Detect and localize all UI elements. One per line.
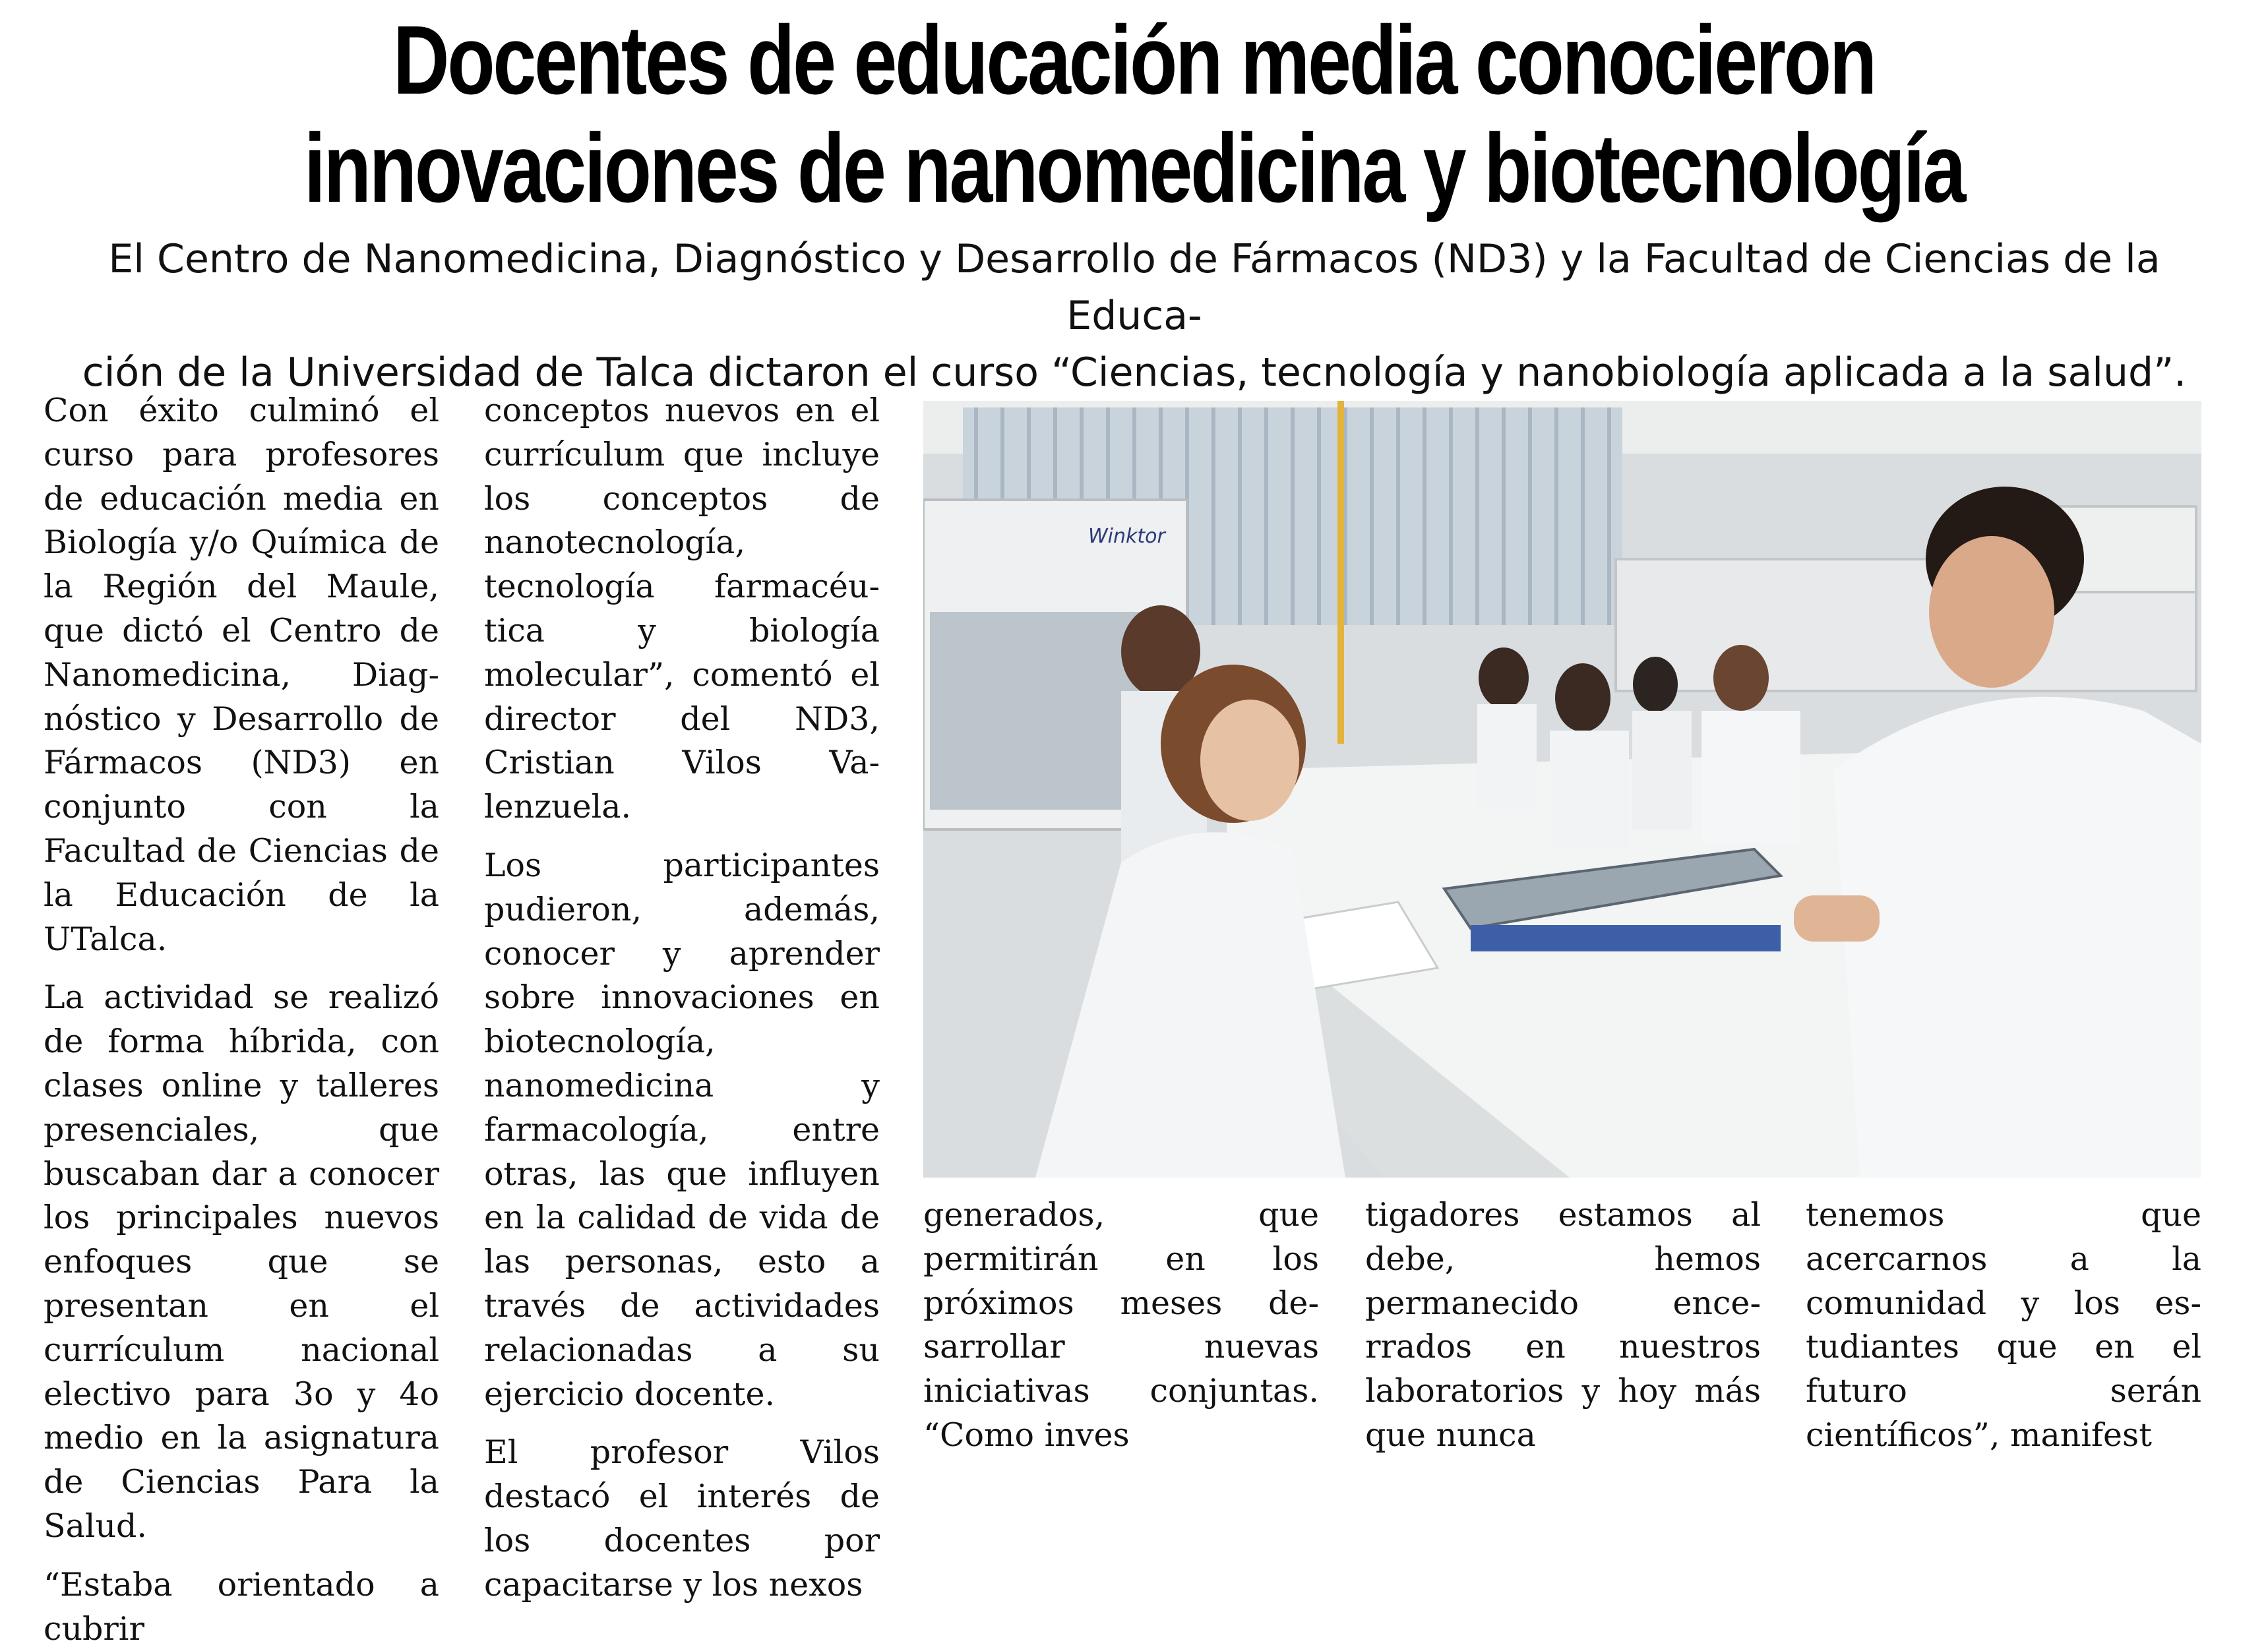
column-3 xyxy=(923,1193,1319,1458)
column-5 xyxy=(1806,1193,2201,1458)
cabinet-brand-text: Winktor xyxy=(1088,525,1165,548)
paragraph: tenemos que acercarnos a la comunidad y los estudiantes que en el futuro serán científicos”, manifest xyxy=(1806,1196,2201,1454)
subhead-line-1: El Centro de Nanomedicina, Diagnóstico y Desarrollo de Fármacos (ND3) y la Facultad de Ciencias de la Educa- xyxy=(108,236,2161,339)
paragraph: Con éxito culminó el curso para profesores de educación media en Biología y/o Química de la Región del Maule, que dictó el Centro de Nanomedicina, Diagnóstico y Desarrollo de Fármacos (ND3) en conjunto con la Facultad de Ciencias de la Educación de la UTalca. xyxy=(44,392,439,958)
paragraph: generados, que permitirán en los próximos meses desarrollar nuevas iniciativas conjuntas. “Como inves xyxy=(923,1196,1319,1454)
column-4 xyxy=(1365,1193,1761,1458)
subheadline xyxy=(40,231,2229,401)
headline-line-1: Docentes de educación media conocieron xyxy=(392,6,1876,115)
subhead-line-2: ción de la Universidad de Talca dictaron el curso “Ciencias, tecnología y nanobiología aplicada a la salud”. xyxy=(82,349,2187,396)
paragraph: “Estaba orientado a cubrir xyxy=(44,1565,439,1648)
headline-line-2: innovaciones de nanomedicina y biotecnología xyxy=(303,114,1965,223)
headline xyxy=(227,7,2041,223)
paragraph: El profesor Vilos destacó el interés de los docentes por capacitarse y los nexos xyxy=(484,1433,880,1604)
lab-photo-illustration xyxy=(923,401,2201,1178)
paragraph: tigadores estamos al debe, hemos permanecido encerrados en nuestros laboratorios y hoy más que nunca xyxy=(1365,1196,1761,1454)
column-1 xyxy=(44,389,439,1651)
paragraph: conceptos nuevos en el currículum que incluye los conceptos de nanotecnología, tecnología farmacéutica y biología molecular”, comentó el director del ND3, Cristian Vilos Valenzuela. xyxy=(484,392,880,826)
paragraph: La actividad se realizó de forma híbrida, con clases online y talleres presenciales, que buscaban dar a conocer los principales nuevos enfoques que se presentan en el currículum nacional electivo para 3o y 4o medio en la asignatura de Ciencias Para la Salud. xyxy=(44,978,439,1545)
column-2 xyxy=(484,389,880,1607)
paragraph: Los participantes pudieron, además, conocer y aprender sobre innovaciones en biotecnología, nanomedicina y farmacología, entre otras, las que influyen en la calidad de vida de las personas, esto a través de actividades relacionadas a su ejercicio docente. xyxy=(484,846,880,1413)
lab-photo xyxy=(923,401,2201,1178)
